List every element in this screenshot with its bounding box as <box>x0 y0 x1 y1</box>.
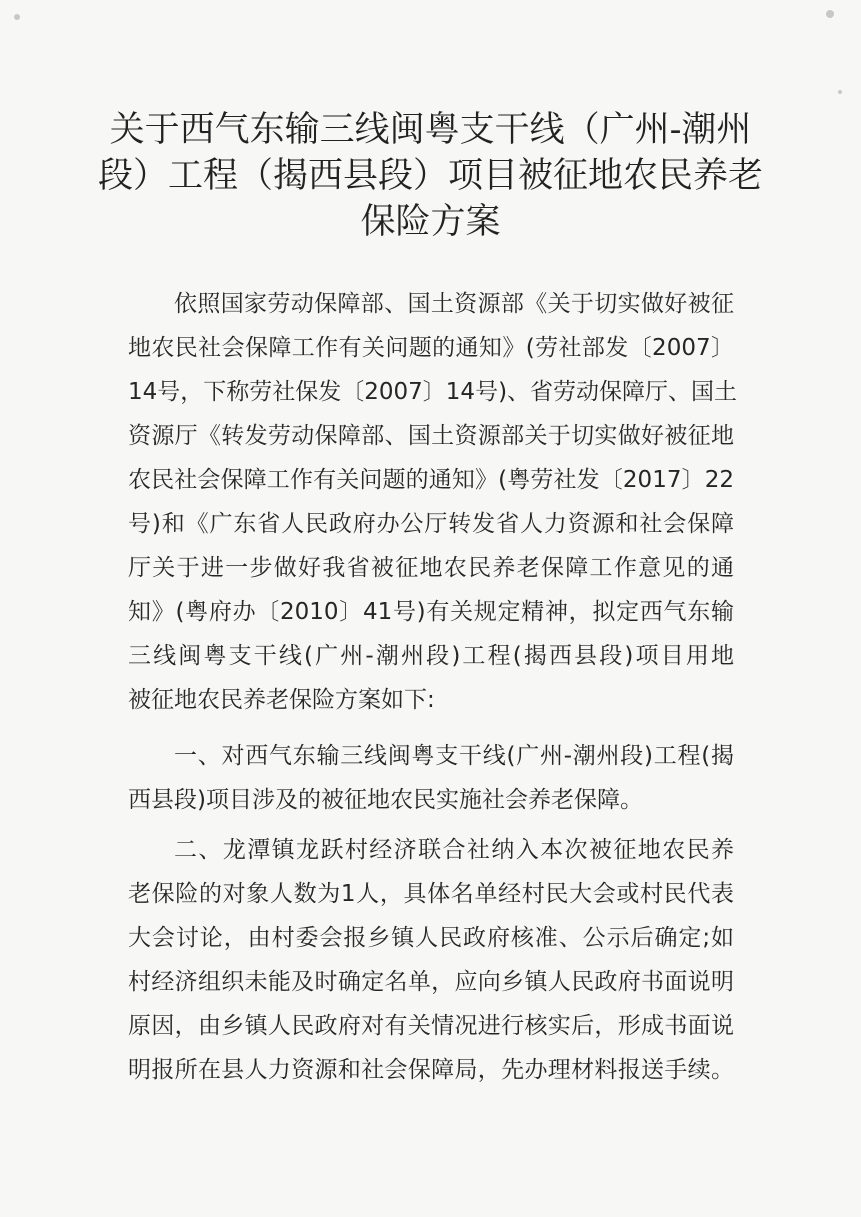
body-line: 二、龙潭镇龙跃村经济联合社纳入本次被征地农民养 <box>174 837 734 863</box>
body-line: 厅关于进一步做好我省被征地农民养老保障工作意见的通 <box>128 555 734 581</box>
body-line: 农民社会保障工作有关问题的通知》(粤劳社发〔2017〕22 <box>128 467 734 493</box>
body-line: 西县段)项目涉及的被征地农民实施社会养老保障。 <box>128 787 643 813</box>
body-line: 大会讨论，由村委会报乡镇人民政府核准、公示后确定;如 <box>128 925 734 951</box>
body-line: 一、对西气东输三线闽粤支干线(广州-潮州段)工程(揭 <box>174 743 734 769</box>
body-line: 知》(粤府办〔2010〕41号)有关规定精神，拟定西气东输 <box>128 599 734 625</box>
document-title-line: 段）工程（揭西县段）项目被征地农民养老 <box>97 156 763 196</box>
body-line: 号)和《广东省人民政府办公厅转发省人力资源和社会保障 <box>128 511 734 537</box>
body-line: 依照国家劳动保障部、国土资源部《关于切实做好被征 <box>174 291 734 317</box>
body-line: 原因，由乡镇人民政府对有关情况进行核实后，形成书面说 <box>128 1013 734 1039</box>
body-line: 资源厅《转发劳动保障部、国土资源部关于切实做好被征地 <box>128 423 734 449</box>
document-title-line: 保险方案 <box>360 202 501 242</box>
body-line: 老保险的对象人数为1人，具体名单经村民大会或村民代表 <box>128 881 734 907</box>
body-line: 三线闽粤支干线(广州-潮州段)工程(揭西县段)项目用地 <box>128 643 734 669</box>
document-title-line: 关于西气东输三线闽粤支干线（广州-潮州 <box>109 110 752 150</box>
body-line: 被征地农民养老保险方案如下: <box>128 687 435 713</box>
body-line: 村经济组织未能及时确定名单，应向乡镇人民政府书面说明 <box>128 969 734 995</box>
body-line: 地农民社会保障工作有关问题的通知》(劳社部发〔2007〕 <box>128 335 734 361</box>
body-line: 明报所在县人力资源和社会保障局，先办理材料报送手续。 <box>128 1057 734 1083</box>
body-line: 14号，下称劳社保发〔2007〕14号)、省劳动保障厅、国土 <box>128 379 738 405</box>
